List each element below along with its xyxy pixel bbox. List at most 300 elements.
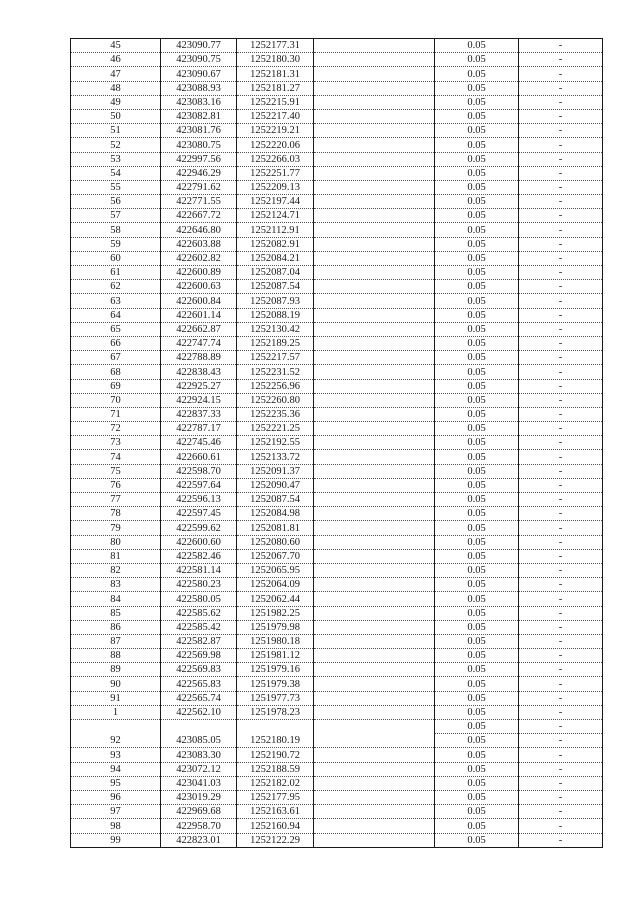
value-cell: 0.05 xyxy=(435,138,519,152)
x-coordinate-cell: 422600.89 xyxy=(161,266,237,280)
dash-cell: - xyxy=(519,138,603,152)
dash-cell: - xyxy=(519,322,603,336)
y-coordinate-cell: 1252124.71 xyxy=(237,209,314,223)
x-coordinate-cell: 423083.30 xyxy=(161,748,237,762)
dash-cell: - xyxy=(519,180,603,194)
point-number-cell: 79 xyxy=(71,521,161,535)
x-coordinate-cell: 422601.14 xyxy=(161,308,237,322)
x-coordinate-cell: 422667.72 xyxy=(161,209,237,223)
dash-cell: - xyxy=(519,223,603,237)
blank-cell xyxy=(314,39,435,53)
blank-cell xyxy=(314,53,435,67)
blank-cell xyxy=(314,336,435,350)
blank-cell xyxy=(314,748,435,762)
dash-cell: - xyxy=(519,436,603,450)
table-row xyxy=(71,762,603,776)
x-coordinate-cell: 422565.83 xyxy=(161,677,237,691)
x-coordinate-cell xyxy=(161,720,237,734)
blank-cell xyxy=(314,393,435,407)
y-coordinate-cell: 1252087.54 xyxy=(237,493,314,507)
blank-cell xyxy=(314,294,435,308)
blank-cell xyxy=(314,407,435,421)
value-cell: 0.05 xyxy=(435,450,519,464)
table-row xyxy=(71,592,603,606)
dash-cell: - xyxy=(519,720,603,734)
blank-cell xyxy=(314,493,435,507)
y-coordinate-cell: 1252177.95 xyxy=(237,790,314,804)
point-number-cell: 46 xyxy=(71,53,161,67)
value-cell: 0.05 xyxy=(435,762,519,776)
table-row xyxy=(71,166,603,180)
dash-cell: - xyxy=(519,677,603,691)
table-row xyxy=(71,478,603,492)
y-coordinate-cell: 1251980.18 xyxy=(237,634,314,648)
blank-cell xyxy=(314,634,435,648)
y-coordinate-cell: 1252192.55 xyxy=(237,436,314,450)
y-coordinate-cell: 1252084.98 xyxy=(237,507,314,521)
point-number-cell: 60 xyxy=(71,251,161,265)
blank-cell xyxy=(314,195,435,209)
value-cell: 0.05 xyxy=(435,166,519,180)
table-row xyxy=(71,450,603,464)
value-cell: 0.05 xyxy=(435,422,519,436)
value-cell: 0.05 xyxy=(435,336,519,350)
point-number-cell: 57 xyxy=(71,209,161,223)
value-cell: 0.05 xyxy=(435,67,519,81)
point-number-cell: 53 xyxy=(71,152,161,166)
x-coordinate-cell: 422838.43 xyxy=(161,365,237,379)
x-coordinate-cell: 422788.89 xyxy=(161,351,237,365)
dash-cell: - xyxy=(519,592,603,606)
value-cell: 0.05 xyxy=(435,720,519,734)
table-row xyxy=(71,819,603,833)
dash-cell: - xyxy=(519,790,603,804)
dash-cell: - xyxy=(519,336,603,350)
y-coordinate-cell: 1252217.57 xyxy=(237,351,314,365)
dash-cell: - xyxy=(519,634,603,648)
blank-cell xyxy=(314,237,435,251)
y-coordinate-cell: 1252266.03 xyxy=(237,152,314,166)
blank-cell xyxy=(314,649,435,663)
value-cell: 0.05 xyxy=(435,649,519,663)
table-row xyxy=(71,578,603,592)
point-number-cell: 75 xyxy=(71,464,161,478)
y-coordinate-cell: 1252082.91 xyxy=(237,237,314,251)
value-cell: 0.05 xyxy=(435,592,519,606)
point-number-cell: 48 xyxy=(71,81,161,95)
x-coordinate-cell: 422958.70 xyxy=(161,819,237,833)
point-number-cell: 82 xyxy=(71,563,161,577)
point-number-cell: 88 xyxy=(71,649,161,663)
value-cell: 0.05 xyxy=(435,833,519,847)
dash-cell: - xyxy=(519,478,603,492)
dash-cell: - xyxy=(519,166,603,180)
value-cell: 0.05 xyxy=(435,563,519,577)
blank-cell xyxy=(314,266,435,280)
y-coordinate-cell: 1251982.25 xyxy=(237,606,314,620)
dash-cell: - xyxy=(519,606,603,620)
x-coordinate-cell: 422946.29 xyxy=(161,166,237,180)
table-row xyxy=(71,620,603,634)
x-coordinate-cell: 422997.56 xyxy=(161,152,237,166)
dash-cell: - xyxy=(519,237,603,251)
blank-cell xyxy=(314,81,435,95)
blank-cell xyxy=(314,663,435,677)
value-cell: 0.05 xyxy=(435,478,519,492)
table-row xyxy=(71,53,603,67)
table-row xyxy=(71,365,603,379)
table-row xyxy=(71,294,603,308)
point-number-cell: 68 xyxy=(71,365,161,379)
value-cell: 0.05 xyxy=(435,365,519,379)
y-coordinate-cell: 1252181.27 xyxy=(237,81,314,95)
point-number-cell: 45 xyxy=(71,39,161,53)
table-row xyxy=(71,39,603,53)
dash-cell: - xyxy=(519,762,603,776)
value-cell: 0.05 xyxy=(435,677,519,691)
dash-cell: - xyxy=(519,308,603,322)
table-row xyxy=(71,521,603,535)
x-coordinate-cell: 422565.74 xyxy=(161,691,237,705)
blank-cell xyxy=(314,734,435,748)
value-cell: 0.05 xyxy=(435,805,519,819)
point-number-cell: 49 xyxy=(71,95,161,109)
value-cell: 0.05 xyxy=(435,620,519,634)
blank-cell xyxy=(314,436,435,450)
value-cell: 0.05 xyxy=(435,634,519,648)
dash-cell: - xyxy=(519,251,603,265)
table-row xyxy=(71,563,603,577)
blank-cell xyxy=(314,450,435,464)
x-coordinate-cell: 422660.61 xyxy=(161,450,237,464)
x-coordinate-cell: 422969.68 xyxy=(161,805,237,819)
value-cell: 0.05 xyxy=(435,209,519,223)
dash-cell: - xyxy=(519,521,603,535)
blank-cell xyxy=(314,308,435,322)
blank-cell xyxy=(314,776,435,790)
blank-cell xyxy=(314,606,435,620)
y-coordinate-cell: 1252177.31 xyxy=(237,39,314,53)
dash-cell: - xyxy=(519,819,603,833)
x-coordinate-cell: 422745.46 xyxy=(161,436,237,450)
x-coordinate-cell: 422747.74 xyxy=(161,336,237,350)
value-cell: 0.05 xyxy=(435,81,519,95)
table-row xyxy=(71,677,603,691)
value-cell: 0.05 xyxy=(435,251,519,265)
point-number-cell: 91 xyxy=(71,691,161,705)
dash-cell: - xyxy=(519,493,603,507)
value-cell: 0.05 xyxy=(435,280,519,294)
value-cell: 0.05 xyxy=(435,493,519,507)
y-coordinate-cell: 1252235.36 xyxy=(237,407,314,421)
dash-cell: - xyxy=(519,195,603,209)
value-cell: 0.05 xyxy=(435,464,519,478)
blank-cell xyxy=(314,67,435,81)
blank-cell xyxy=(314,166,435,180)
y-coordinate-cell: 1252231.52 xyxy=(237,365,314,379)
dash-cell: - xyxy=(519,95,603,109)
value-cell: 0.05 xyxy=(435,308,519,322)
blank-cell xyxy=(314,819,435,833)
dash-cell: - xyxy=(519,109,603,123)
x-coordinate-cell: 422771.55 xyxy=(161,195,237,209)
table-row xyxy=(71,379,603,393)
blank-cell xyxy=(314,620,435,634)
y-coordinate-cell: 1251977.73 xyxy=(237,691,314,705)
x-coordinate-cell: 422597.64 xyxy=(161,478,237,492)
table-row xyxy=(71,833,603,847)
blank-cell xyxy=(314,677,435,691)
table-row xyxy=(71,195,603,209)
table-row xyxy=(71,507,603,521)
table-row xyxy=(71,251,603,265)
point-number-cell: 70 xyxy=(71,393,161,407)
point-number-cell: 94 xyxy=(71,762,161,776)
blank-cell xyxy=(314,152,435,166)
point-number-cell: 71 xyxy=(71,407,161,421)
blank-cell xyxy=(314,691,435,705)
x-coordinate-cell: 422600.84 xyxy=(161,294,237,308)
blank-cell xyxy=(314,521,435,535)
point-number-cell: 80 xyxy=(71,535,161,549)
dash-cell: - xyxy=(519,691,603,705)
table-row xyxy=(71,138,603,152)
x-coordinate-cell: 422646.80 xyxy=(161,223,237,237)
table-row xyxy=(71,124,603,138)
point-number-cell: 61 xyxy=(71,266,161,280)
value-cell: 0.05 xyxy=(435,776,519,790)
value-cell: 0.05 xyxy=(435,322,519,336)
dash-cell: - xyxy=(519,422,603,436)
blank-cell xyxy=(314,95,435,109)
y-coordinate-cell: 1252064.09 xyxy=(237,578,314,592)
x-coordinate-cell: 423090.77 xyxy=(161,39,237,53)
x-coordinate-cell: 422569.83 xyxy=(161,663,237,677)
dash-cell: - xyxy=(519,776,603,790)
x-coordinate-cell: 423041.03 xyxy=(161,776,237,790)
point-number-cell xyxy=(71,720,161,734)
dash-cell: - xyxy=(519,209,603,223)
x-coordinate-cell: 422791.62 xyxy=(161,180,237,194)
x-coordinate-cell: 422925.27 xyxy=(161,379,237,393)
blank-cell xyxy=(314,720,435,734)
blank-cell xyxy=(314,790,435,804)
x-coordinate-cell: 422580.05 xyxy=(161,592,237,606)
x-coordinate-cell: 422603.88 xyxy=(161,237,237,251)
blank-cell xyxy=(314,592,435,606)
dash-cell: - xyxy=(519,663,603,677)
y-coordinate-cell: 1252080.60 xyxy=(237,535,314,549)
table-row xyxy=(71,336,603,350)
x-coordinate-cell: 422585.42 xyxy=(161,620,237,634)
blank-cell xyxy=(314,379,435,393)
y-coordinate-cell: 1252133.72 xyxy=(237,450,314,464)
table-row xyxy=(71,180,603,194)
y-coordinate-cell: 1252197.44 xyxy=(237,195,314,209)
dash-cell: - xyxy=(519,351,603,365)
x-coordinate-cell: 422787.17 xyxy=(161,422,237,436)
blank-cell xyxy=(314,464,435,478)
value-cell: 0.05 xyxy=(435,266,519,280)
x-coordinate-cell: 422600.63 xyxy=(161,280,237,294)
point-number-cell: 50 xyxy=(71,109,161,123)
value-cell: 0.05 xyxy=(435,748,519,762)
point-number-cell: 72 xyxy=(71,422,161,436)
dash-cell: - xyxy=(519,393,603,407)
table-row xyxy=(71,266,603,280)
blank-cell xyxy=(314,578,435,592)
y-coordinate-cell: 1252087.93 xyxy=(237,294,314,308)
x-coordinate-cell: 422562.10 xyxy=(161,705,237,719)
blank-cell xyxy=(314,833,435,847)
point-number-cell: 65 xyxy=(71,322,161,336)
x-coordinate-cell: 422823.01 xyxy=(161,833,237,847)
table-row xyxy=(71,237,603,251)
point-number-cell: 78 xyxy=(71,507,161,521)
value-cell: 0.05 xyxy=(435,109,519,123)
x-coordinate-cell: 422662.87 xyxy=(161,322,237,336)
point-number-cell: 55 xyxy=(71,180,161,194)
blank-cell xyxy=(314,535,435,549)
point-number-cell: 63 xyxy=(71,294,161,308)
y-coordinate-cell: 1252122.29 xyxy=(237,833,314,847)
table-row xyxy=(71,422,603,436)
table-row xyxy=(71,748,603,762)
value-cell: 0.05 xyxy=(435,691,519,705)
y-coordinate-cell: 1252215.91 xyxy=(237,95,314,109)
table-row xyxy=(71,95,603,109)
coordinate-table-body xyxy=(71,39,603,848)
table-row xyxy=(71,81,603,95)
table-row xyxy=(71,152,603,166)
blank-cell xyxy=(314,109,435,123)
dash-cell: - xyxy=(519,549,603,563)
value-cell: 0.05 xyxy=(435,790,519,804)
x-coordinate-cell: 422585.62 xyxy=(161,606,237,620)
point-number-cell: 95 xyxy=(71,776,161,790)
dash-cell: - xyxy=(519,39,603,53)
dash-cell: - xyxy=(519,563,603,577)
y-coordinate-cell: 1252217.40 xyxy=(237,109,314,123)
point-number-cell: 85 xyxy=(71,606,161,620)
value-cell: 0.05 xyxy=(435,578,519,592)
blank-cell xyxy=(314,422,435,436)
blank-cell xyxy=(314,507,435,521)
point-number-cell: 84 xyxy=(71,592,161,606)
y-coordinate-cell: 1252221.25 xyxy=(237,422,314,436)
table-row xyxy=(71,805,603,819)
point-number-cell: 56 xyxy=(71,195,161,209)
value-cell: 0.05 xyxy=(435,180,519,194)
x-coordinate-cell: 422569.98 xyxy=(161,649,237,663)
table-row xyxy=(71,663,603,677)
table-row xyxy=(71,705,603,719)
table-row xyxy=(71,351,603,365)
y-coordinate-cell: 1252160.94 xyxy=(237,819,314,833)
dash-cell: - xyxy=(519,535,603,549)
value-cell: 0.05 xyxy=(435,734,519,748)
blank-cell xyxy=(314,223,435,237)
point-number-cell: 77 xyxy=(71,493,161,507)
dash-cell: - xyxy=(519,734,603,748)
value-cell: 0.05 xyxy=(435,407,519,421)
blank-cell xyxy=(314,365,435,379)
x-coordinate-cell: 423080.75 xyxy=(161,138,237,152)
x-coordinate-cell: 422582.46 xyxy=(161,549,237,563)
table-row xyxy=(71,223,603,237)
dash-cell: - xyxy=(519,578,603,592)
dash-cell: - xyxy=(519,464,603,478)
value-cell: 0.05 xyxy=(435,223,519,237)
point-number-cell: 1 xyxy=(71,705,161,719)
y-coordinate-cell: 1251979.38 xyxy=(237,677,314,691)
table-row xyxy=(71,720,603,734)
x-coordinate-cell: 422597.45 xyxy=(161,507,237,521)
y-coordinate-cell: 1252188.59 xyxy=(237,762,314,776)
value-cell: 0.05 xyxy=(435,152,519,166)
point-number-cell: 69 xyxy=(71,379,161,393)
dash-cell: - xyxy=(519,81,603,95)
table-row xyxy=(71,649,603,663)
table-row xyxy=(71,535,603,549)
point-number-cell: 64 xyxy=(71,308,161,322)
dash-cell: - xyxy=(519,748,603,762)
dash-cell: - xyxy=(519,67,603,81)
point-number-cell: 66 xyxy=(71,336,161,350)
x-coordinate-cell: 423088.93 xyxy=(161,81,237,95)
blank-cell xyxy=(314,180,435,194)
dash-cell: - xyxy=(519,365,603,379)
x-coordinate-cell: 422600.60 xyxy=(161,535,237,549)
point-number-cell: 59 xyxy=(71,237,161,251)
value-cell: 0.05 xyxy=(435,705,519,719)
table-row xyxy=(71,606,603,620)
y-coordinate-cell: 1252091.37 xyxy=(237,464,314,478)
y-coordinate-cell: 1251979.16 xyxy=(237,663,314,677)
y-coordinate-cell: 1252219.21 xyxy=(237,124,314,138)
dash-cell: - xyxy=(519,379,603,393)
blank-cell xyxy=(314,124,435,138)
blank-cell xyxy=(314,762,435,776)
x-coordinate-cell: 423090.75 xyxy=(161,53,237,67)
dash-cell: - xyxy=(519,450,603,464)
value-cell: 0.05 xyxy=(435,819,519,833)
value-cell: 0.05 xyxy=(435,521,519,535)
x-coordinate-cell: 423090.67 xyxy=(161,67,237,81)
value-cell: 0.05 xyxy=(435,436,519,450)
point-number-cell: 52 xyxy=(71,138,161,152)
y-coordinate-cell: 1252087.54 xyxy=(237,280,314,294)
point-number-cell: 47 xyxy=(71,67,161,81)
blank-cell xyxy=(314,209,435,223)
point-number-cell: 76 xyxy=(71,478,161,492)
x-coordinate-cell: 422581.14 xyxy=(161,563,237,577)
x-coordinate-cell: 422924.15 xyxy=(161,393,237,407)
y-coordinate-cell: 1252251.77 xyxy=(237,166,314,180)
point-number-cell: 97 xyxy=(71,805,161,819)
y-coordinate-cell: 1252260.80 xyxy=(237,393,314,407)
point-number-cell: 51 xyxy=(71,124,161,138)
point-number-cell: 90 xyxy=(71,677,161,691)
y-coordinate-cell: 1252112.91 xyxy=(237,223,314,237)
value-cell: 0.05 xyxy=(435,379,519,393)
table-row xyxy=(71,776,603,790)
value-cell: 0.05 xyxy=(435,195,519,209)
y-coordinate-cell: 1252220.06 xyxy=(237,138,314,152)
y-coordinate-cell: 1251979.98 xyxy=(237,620,314,634)
value-cell: 0.05 xyxy=(435,535,519,549)
blank-cell xyxy=(314,805,435,819)
